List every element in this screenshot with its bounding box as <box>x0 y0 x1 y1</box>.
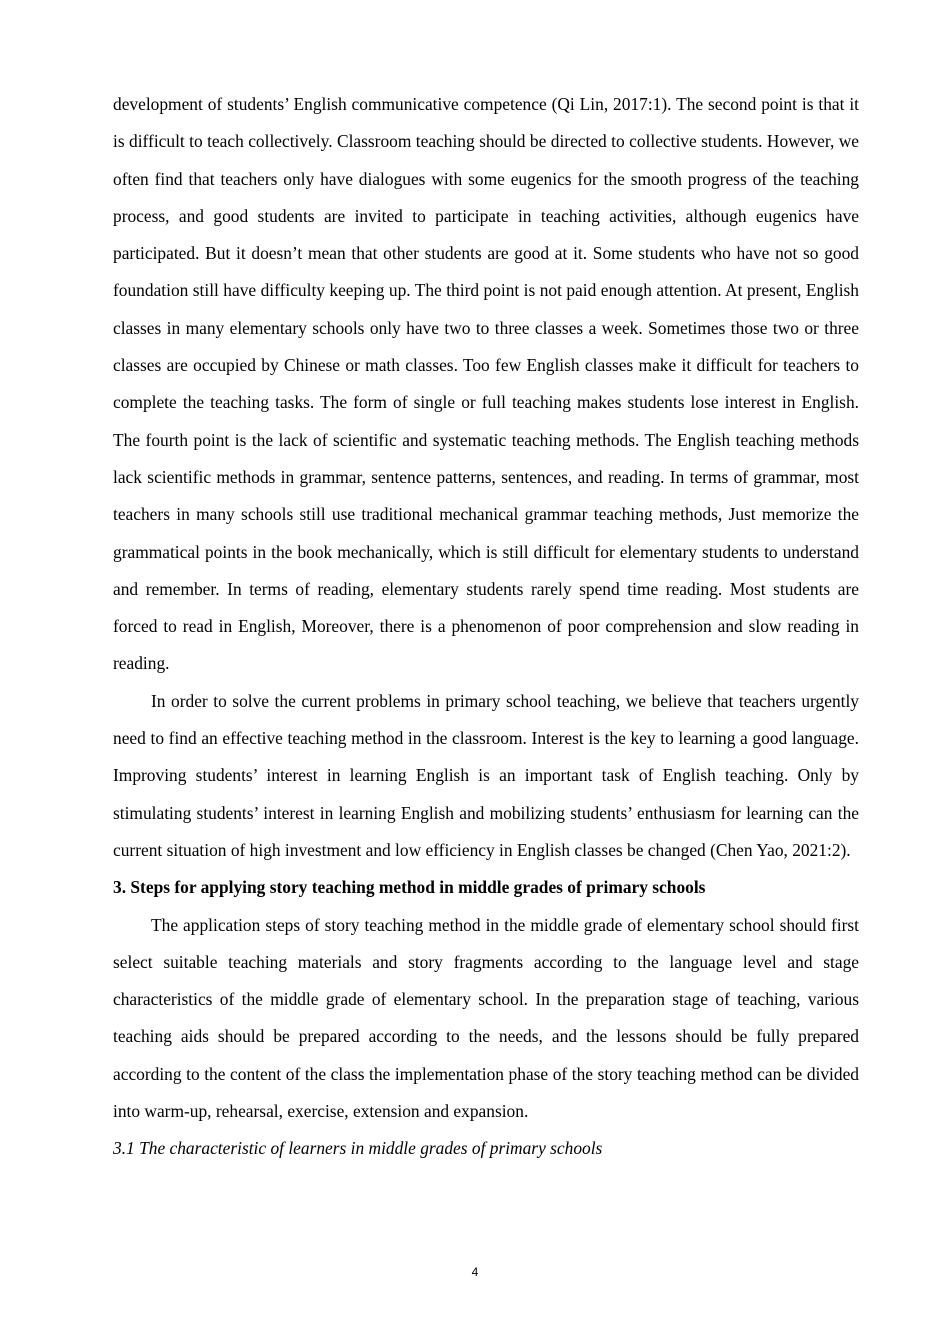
body-paragraph: development of students’ English communicative competence (Qi Lin, 2017:1). The second point is that it is difficult to teach collectively. Classroom teaching should be directed to collective students. However, we often find that teachers only have dialogues with some eugenics for the smooth progress of the teaching process, and good students are invited to participate in teaching activities, although eugenics have participated. But it doesn’t mean that other students are good at it. Some students who have not so good foundation still have difficulty keeping up. The third point is not paid enough attention. At present, English classes in many elementary schools only have two to three classes a week. Sometimes those two or three classes are occupied by Chinese or math classes. Too few English classes make it difficult for teachers to complete the teaching tasks. The form of single or full teaching makes students lose interest in English. The fourth point is the lack of scientific and systematic teaching methods. The English teaching methods lack scientific methods in grammar, sentence patterns, sentences, and reading. In terms of grammar, most teachers in many schools still use traditional mechanical grammar teaching methods, Just memorize the grammatical points in the book mechanically, which is still difficult for elementary students to understand and remember. In terms of reading, elementary students rarely spend time reading. Most students are forced to read in English, Moreover, there is a phenomenon of poor comprehension and slow reading in reading. <box>113 94 859 674</box>
document-body <box>113 86 859 1168</box>
page-number: 4 <box>471 1265 479 1279</box>
subsection-heading: 3.1 The characteristic of learners in middle grades of primary schools <box>113 1138 603 1159</box>
body-paragraph: The application steps of story teaching method in the middle grade of elementary school should first select suitable teaching materials and story fragments according to the language level and stage characteristics of the middle grade of elementary school. In the preparation stage of teaching, various teaching aids should be prepared according to the needs, and the lessons should be fully prepared according to the content of the class the implementation phase of the story teaching method can be divided into warm-up, rehearsal, exercise, extension and expansion. <box>113 914 859 1122</box>
body-paragraph: In order to solve the current problems in primary school teaching, we believe that teachers urgently need to find an effective teaching method in the classroom. Interest is the key to learning a good language. Improving students’ interest in learning English is an important task of English teaching. Only by stimulating students’ interest in learning English and mobilizing students’ enthusiasm for learning can the current situation of high investment and low efficiency in English classes be changed (Chen Yao, 2021:2). <box>113 690 859 860</box>
section-heading: 3. Steps for applying story teaching method in middle grades of primary schools <box>113 877 706 898</box>
